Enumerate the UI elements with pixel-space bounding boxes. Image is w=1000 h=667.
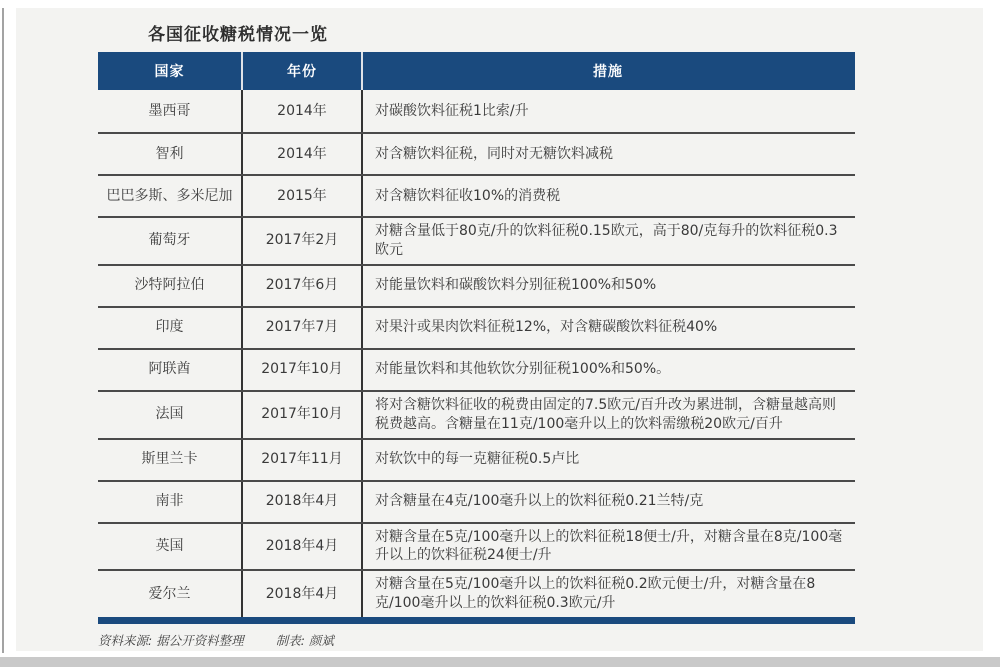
table-row [98,132,855,174]
measure-cell: 对软饮中的每一克糖征税0.5卢比 [375,451,580,468]
table-row [98,390,855,438]
table-row [98,480,855,522]
table-row [98,90,855,132]
measure-cell: 对含糖饮料征收10%的消费税 [375,187,561,204]
table-row [98,569,855,617]
year-cell: 2014年 [243,134,363,174]
year-cell: 2017年2月 [243,218,363,264]
measure-cell: 对能量饮料和其他软饮分别征税100%和50%。 [375,361,671,378]
page-left-edge-line [2,8,4,653]
table-row [98,522,855,570]
measure-cell: 对糖含量低于80克/升的饮料征税0.15欧元，高于80/克每升的饮料征税0.3欧元 [375,223,838,258]
table-row [98,438,855,480]
infographic-panel [16,8,983,651]
country-cell: 斯里兰卡 [98,440,243,480]
year-cell: 2018年4月 [243,482,363,522]
year-cell: 2017年6月 [243,266,363,306]
table-body [98,90,855,617]
measure-cell: 对含糖量在4克/100毫升以上的饮料征税0.21兰特/克 [375,493,704,510]
year-cell: 2018年4月 [243,524,363,570]
table-row [98,306,855,348]
country-cell: 葡萄牙 [98,218,243,264]
source-note: 资料来源: 据公开资料整理 [98,633,244,649]
table-row [98,174,855,216]
table-header-row [98,52,855,90]
country-cell: 爱尔兰 [98,571,243,617]
year-cell: 2017年11月 [243,440,363,480]
measure-cell: 对糖含量在5克/100毫升以上的饮料征税18便士/升，对糖含量在8克/100毫升以上的饮料征税24便士/升 [375,528,843,564]
table-row [98,264,855,306]
country-cell: 英国 [98,524,243,570]
table-row [98,348,855,390]
credit-note: 制表: 颜斌 [275,633,334,649]
year-cell: 2017年10月 [243,350,363,390]
year-cell: 2014年 [243,90,363,132]
column-header-year: 年份 [243,52,363,90]
table-row [98,216,855,264]
country-cell: 阿联酋 [98,350,243,390]
measure-cell: 对能量饮料和碳酸饮料分别征税100%和50% [375,277,657,294]
column-header-measure: 措施 [593,64,623,80]
table-bottom-accent-bar [98,617,855,624]
country-cell: 智利 [98,134,243,174]
measure-cell: 将对含糖饮料征收的税费由固定的7.5欧元/百升改为累进制，含糖量越高则税费越高。含糖量在11克/100毫升以上的饮料需缴税20欧元/百升 [375,396,836,432]
country-cell: 墨西哥 [98,90,243,132]
measure-cell: 对果汁或果肉饮料征税12%，对含糖碳酸饮料征税40% [375,319,718,336]
year-cell: 2018年4月 [243,571,363,617]
measure-cell: 对糖含量在5克/100毫升以上的饮料征税0.2欧元便士/升，对糖含量在8克/100毫升以上的饮料征税0.3欧元/升 [375,576,816,612]
measure-cell: 对含糖饮料征税，同时对无糖饮料减税 [375,145,613,162]
page-title: 各国征收糖税情况一览 [148,25,328,45]
country-cell: 南非 [98,482,243,522]
page-bottom-bar [0,657,1000,667]
country-cell: 法国 [98,392,243,438]
column-header-country: 国家 [98,52,243,90]
year-cell: 2015年 [243,176,363,216]
country-cell: 巴巴多斯、多米尼加 [98,176,243,216]
country-cell: 印度 [98,308,243,348]
country-cell: 沙特阿拉伯 [98,266,243,306]
sugar-tax-table [98,52,855,649]
footnote [98,631,855,649]
year-cell: 2017年7月 [243,308,363,348]
measure-cell: 对碳酸饮料征税1比索/升 [375,102,529,119]
year-cell: 2017年10月 [243,392,363,438]
